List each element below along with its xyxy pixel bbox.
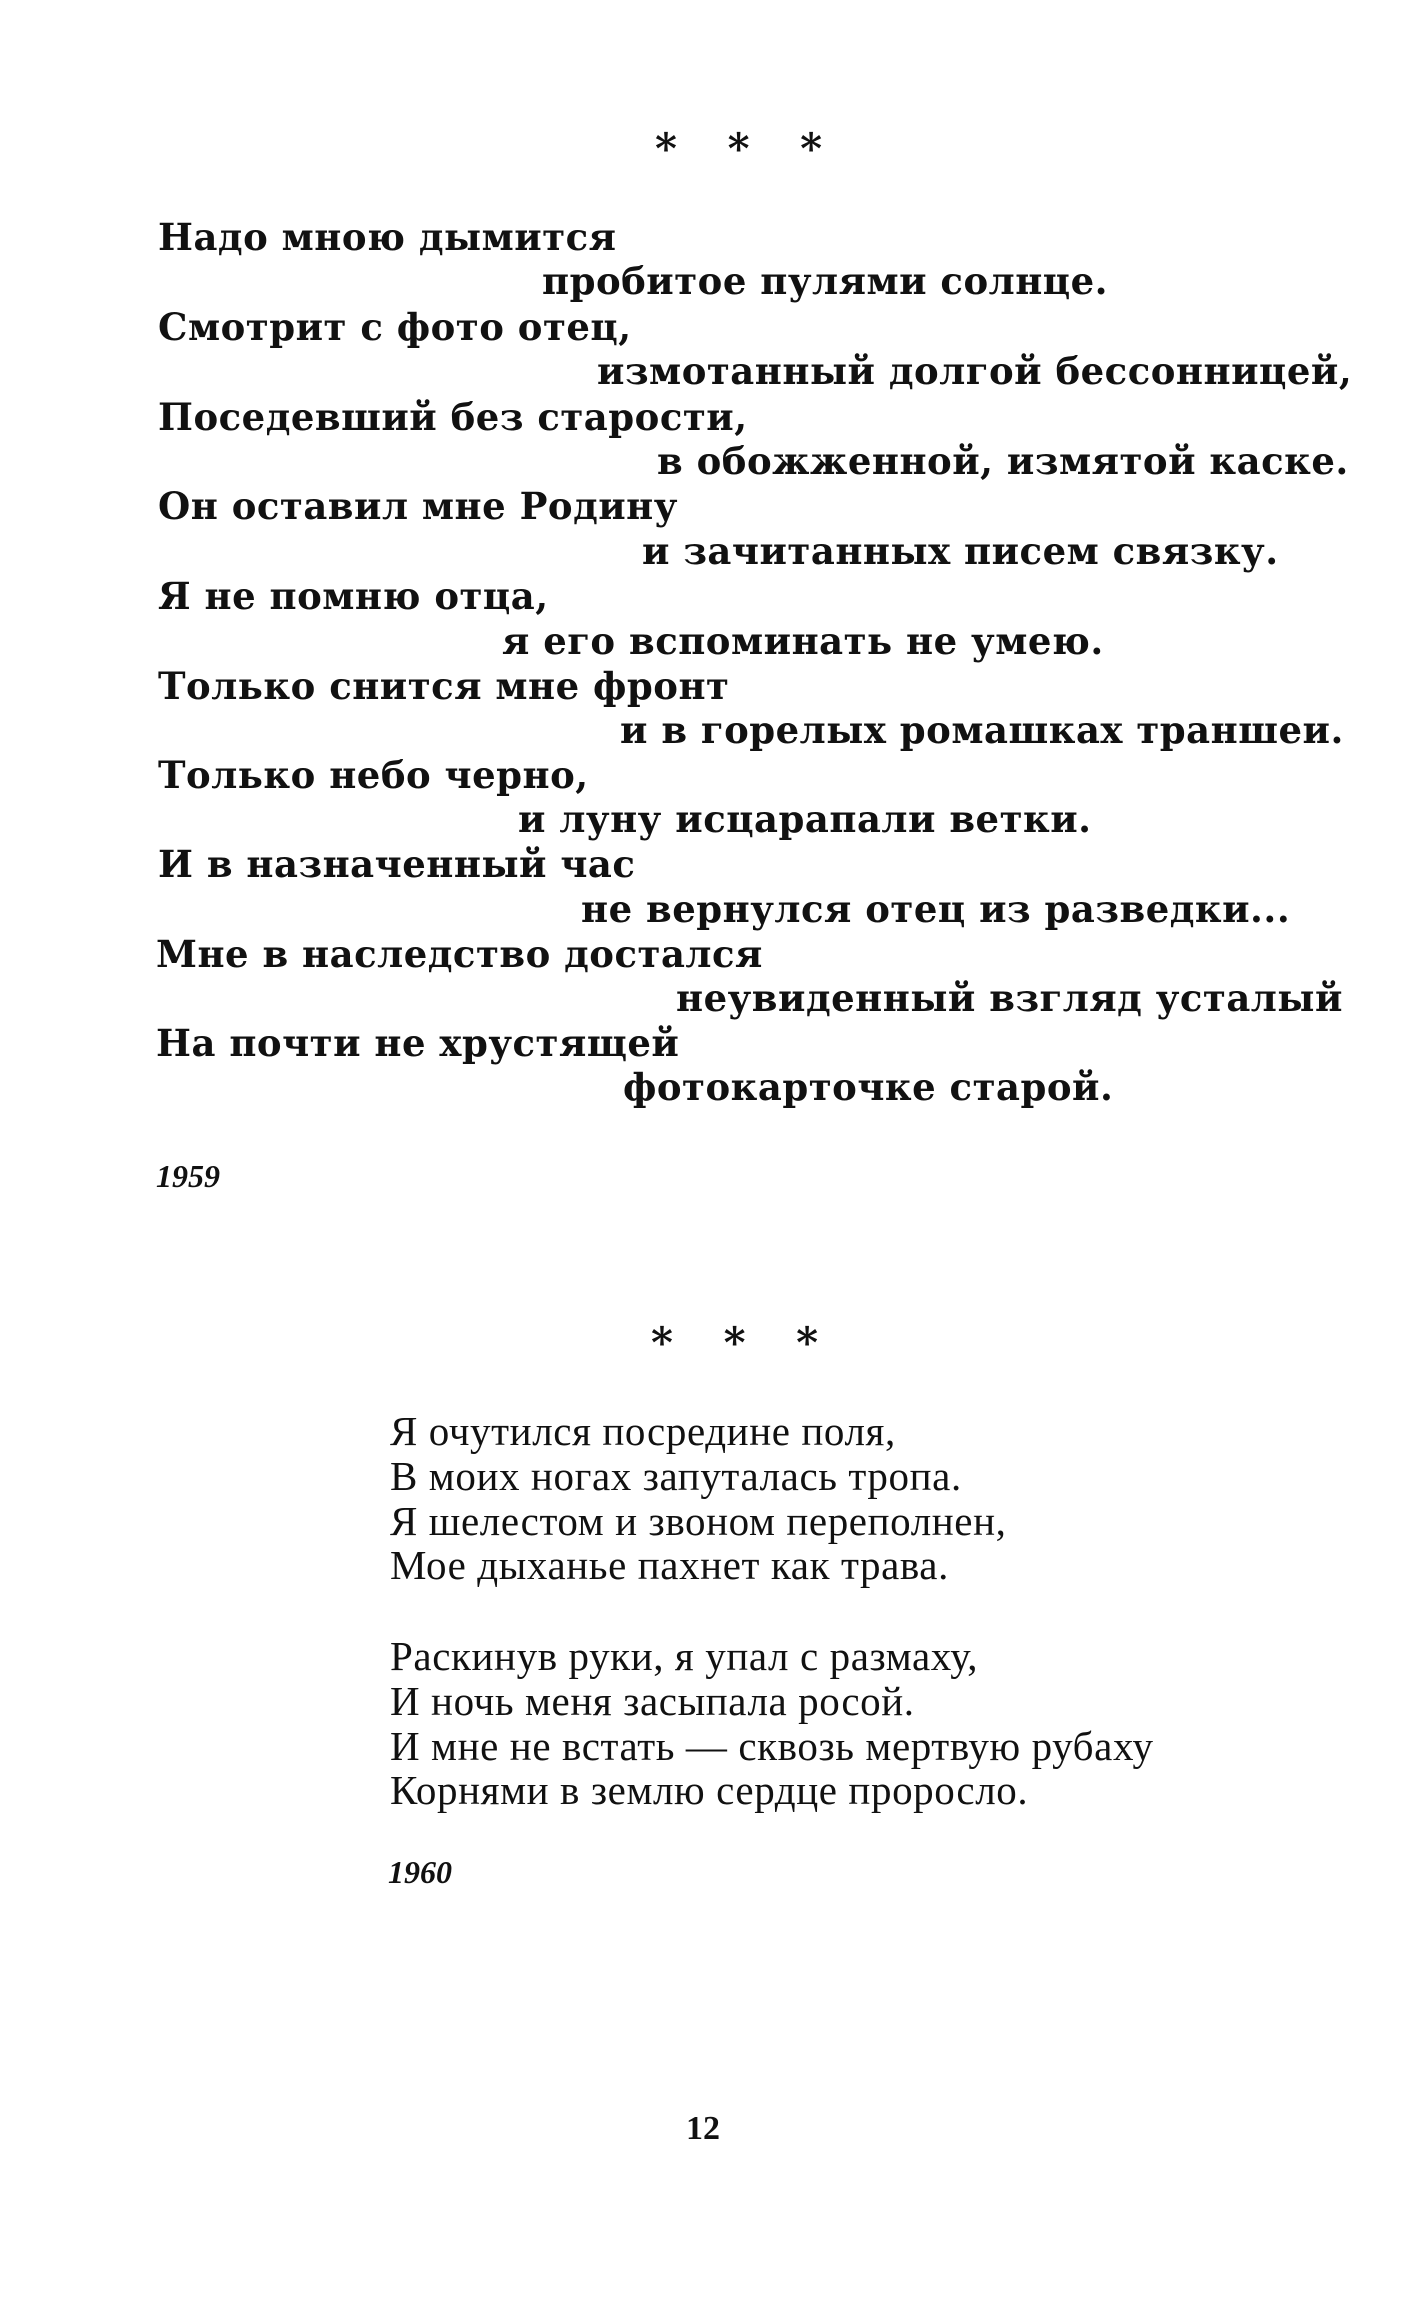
poem1-line: в обожженной, измятой каске. xyxy=(657,439,1349,483)
poem1-line: Мне в наследство достался xyxy=(156,932,763,976)
poem2-year: 1960 xyxy=(388,1854,452,1890)
poem1-line: Только небо черно, xyxy=(158,753,589,797)
poem1-line: Надо мною дымится xyxy=(158,215,617,259)
poem2-line: Я очутился посредине поля, xyxy=(390,1408,896,1454)
poem2-line: Мое дыханье пахнет как трава. xyxy=(390,1542,949,1588)
poem2-line: И ночь меня засыпала росой. xyxy=(390,1678,915,1724)
poem2-line: И мне не встать — сквозь мертвую рубаху xyxy=(390,1723,1154,1769)
poem1-line: пробитое пулями солнце. xyxy=(542,259,1109,303)
poem1-line: Только снится мне фронт xyxy=(158,664,730,708)
poem1-line: я его вспоминать не умею. xyxy=(502,619,1104,663)
poem2-line: Раскинув руки, я упал с размаху, xyxy=(390,1633,979,1679)
poem1-line: Я не помню отца, xyxy=(158,574,549,618)
poem1-year: 1959 xyxy=(156,1158,220,1194)
page-number: 12 xyxy=(686,2110,720,2147)
poem1-line: и в горелых ромашках траншеи. xyxy=(620,708,1344,752)
poem1-line: И в назначенный час xyxy=(158,842,636,886)
poem1-line: измотанный долгой бессонницей, xyxy=(597,349,1353,393)
poem1-line: не вернулся отец из разведки... xyxy=(581,887,1291,931)
poem1-line: фотокарточке старой. xyxy=(623,1065,1114,1109)
poem1-line: и луну исцарапали ветки. xyxy=(518,797,1092,841)
poem1-line: На почти не хрустящей xyxy=(156,1021,680,1065)
poem1-line: и зачитанных писем связку. xyxy=(642,529,1279,573)
poem1-line: Поседевший без старости, xyxy=(158,395,748,439)
poem2-line: Корнями в землю сердце проросло. xyxy=(390,1767,1029,1813)
poem2-line: Я шелестом и звоном переполнен, xyxy=(390,1498,1007,1544)
poem1-separator: * * * xyxy=(655,124,841,173)
poem1-line: неувиденный взгляд усталый xyxy=(676,976,1343,1020)
poem1-line: Смотрит с фото отец, xyxy=(158,305,632,349)
poem2-separator: * * * xyxy=(651,1318,837,1367)
poem1-line: Он оставил мне Родину xyxy=(158,484,678,528)
poem2-line: В моих ногах запуталась тропа. xyxy=(390,1453,962,1499)
